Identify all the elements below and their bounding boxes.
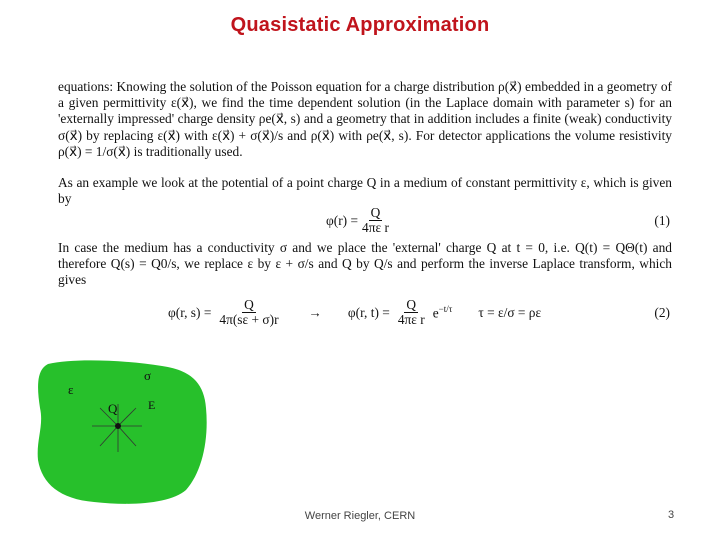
eq2-denominator-laplace: 4π(sε + σ)r: [219, 312, 279, 327]
eq2-number: (2): [654, 305, 670, 320]
page-number: 3: [668, 509, 675, 521]
slide-title: Quasistatic Approximation: [230, 14, 490, 36]
eq1-number: (1): [654, 213, 670, 228]
eq2-exponent: −t/τ: [438, 303, 453, 314]
eq2-denominator-time: 4πε r: [397, 312, 425, 327]
paragraph-point-charge: As an example we look at the potential of a point charge Q in a medium of constant permittivity ε, which is given by: [58, 175, 672, 207]
footer-author: Werner Riegler, CERN: [304, 510, 416, 522]
sigma-label: σ: [144, 368, 152, 383]
equation-1: [58, 206, 672, 236]
eq2-fraction-time: [396, 298, 427, 327]
eq2-numerator-laplace: Q: [244, 297, 254, 312]
paragraph-conductivity: In case the medium has a conductivity σ and we place the 'external' charge Q at t = 0, i.e. Q(t) = QΘ(t) and therefore Q(s) = Q0/s, we replace ε by ε + σ/s and Q by Q/s and perform the inverse Laplace transform, which gives: [58, 240, 672, 288]
eq1-numerator: Q: [370, 205, 381, 220]
equation-2: [58, 298, 672, 332]
field-label: E: [148, 398, 156, 412]
charge-label: Q: [108, 401, 118, 416]
medium-blob: [38, 360, 207, 503]
eq2-lhs-time: φ(r, t) =: [347, 304, 390, 320]
eq1-denominator: 4πε r: [362, 220, 389, 235]
eq2-exponential: $e^{-t/\tau}$: [432, 303, 453, 321]
eq2-arrow: →: [308, 304, 322, 320]
point-charge: [115, 423, 121, 429]
eq1-fraction: [360, 206, 391, 235]
conductive-medium-figure: [34, 356, 210, 506]
paragraph-intro: equations: Knowing the solution of the Poisson equation for a charge distribution ρ(x⃗) embedded in a geometry of a given permittivity ε(x⃗), we find the time dependent solution (in the Laplace domain with parameter s) for an 'externally impressed' charge density ρe(x⃗, s) and a geometry that in addition includes a finite (weak) conductivity σ(x⃗) by replacing ε(x⃗) with ε(x⃗) + σ(x⃗)/s and ρ(x⃗) with ρe(x⃗, s). For detector applications the volume resistivity ρ(x⃗) = 1/σ(x⃗) is traditionally used.: [58, 79, 672, 159]
eq2-numerator-time: Q: [406, 297, 417, 312]
eq1-lhs: φ(r) =: [326, 212, 359, 228]
eq2-lhs-laplace: φ(r, s) =: [168, 304, 212, 320]
epsilon-label: ε: [68, 382, 74, 397]
eq2-tau-definition: τ = ε/σ = ρε: [478, 304, 542, 320]
eq2-fraction-laplace: [217, 298, 280, 327]
